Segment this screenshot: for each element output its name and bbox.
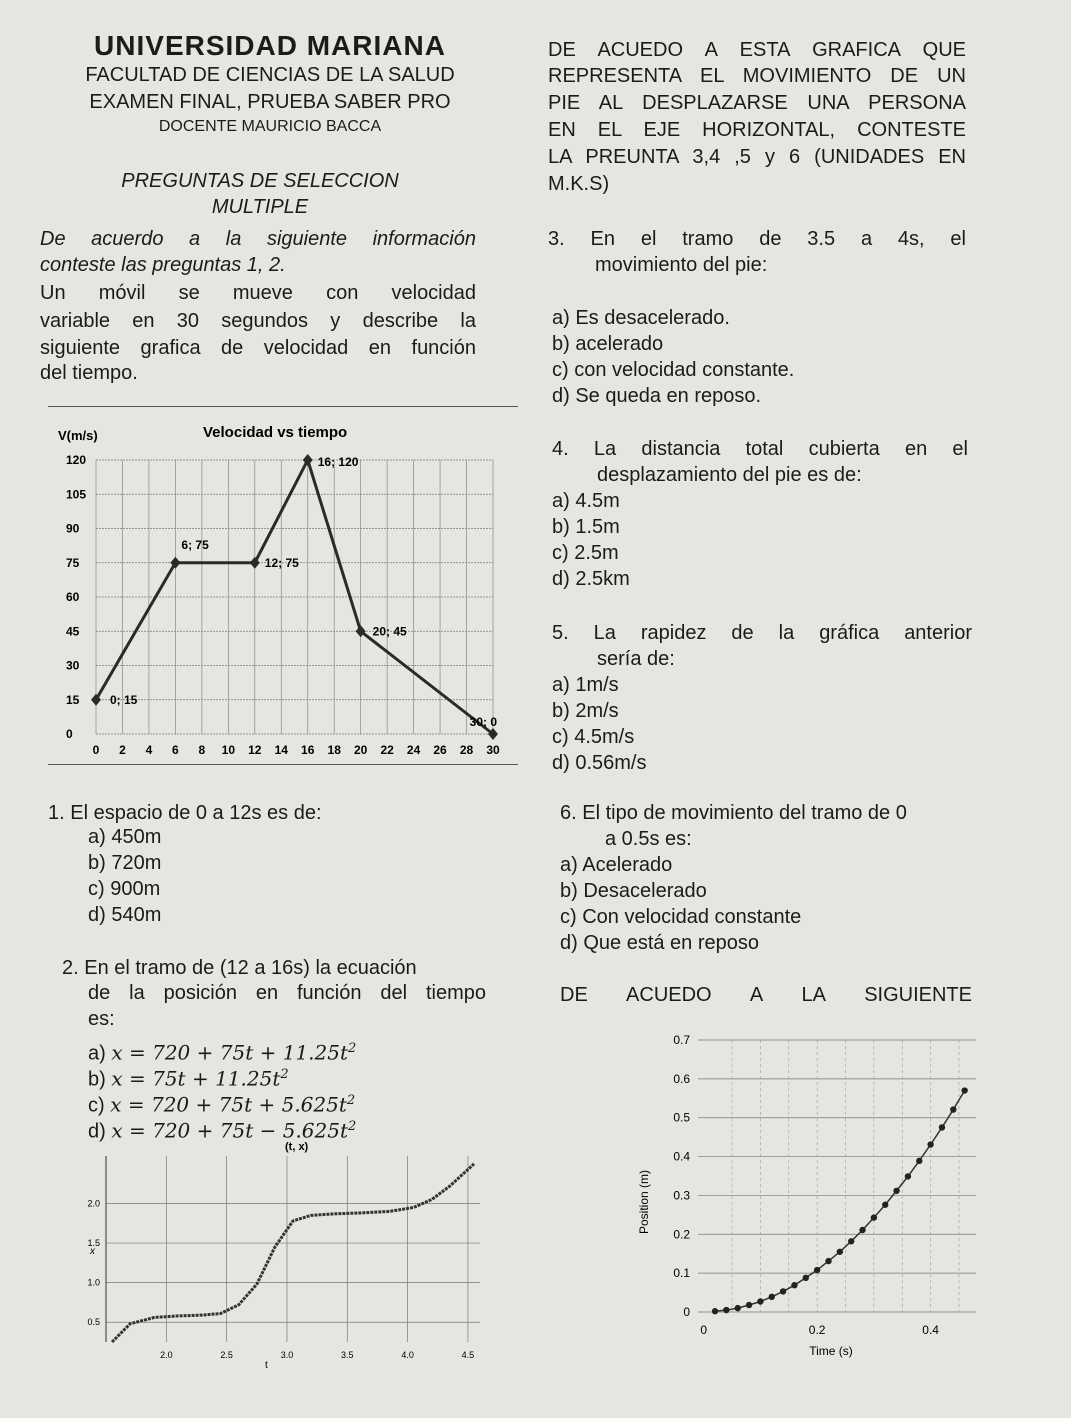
q4-option-a[interactable]: a) 4.5m xyxy=(552,490,620,512)
chart2-xtick-label: 3.0 xyxy=(280,1350,294,1360)
chart3-data-point xyxy=(905,1173,911,1179)
section-title-2: MULTIPLE xyxy=(211,196,309,218)
context-line-1: Un móvil se mueve con velocidad xyxy=(40,282,476,304)
chart1-point-labels xyxy=(110,455,497,729)
q3-option-c[interactable]: c) con velocidad constante. xyxy=(552,359,795,381)
divider-top xyxy=(48,406,518,407)
chart3-data-point xyxy=(746,1302,752,1308)
chart1-point-label: 16; 120 xyxy=(317,455,359,469)
chart1-ytick-label: 45 xyxy=(66,624,80,639)
chart2-xtick-label: 4.0 xyxy=(401,1350,414,1360)
chart3-data-point xyxy=(723,1307,729,1313)
chart1-ytick-label: 75 xyxy=(66,555,80,570)
right-intro-1: DE ACUEDO A ESTA GRAFICA QUE xyxy=(548,39,966,61)
q5-line-2: sería de: xyxy=(597,648,675,670)
chart3-data-point xyxy=(916,1158,922,1164)
chart2-xtick-label: 2.0 xyxy=(160,1350,173,1360)
chart3-ytick-label: 0.7 xyxy=(673,1033,690,1047)
q2-line-1: 2. En el tramo de (12 a 16s) la ecuación xyxy=(62,957,417,979)
chart3-data-point xyxy=(950,1106,956,1112)
chart3-ytick-label: 0 xyxy=(683,1305,690,1319)
context-line-3: siguiente grafica de velocidad en función xyxy=(40,337,476,359)
chart3-data-point xyxy=(780,1288,786,1294)
chart2-ytick-label: 2.0 xyxy=(87,1198,100,1209)
chart3-data-point xyxy=(859,1227,865,1233)
chart2-ytick-label: 1.5 xyxy=(87,1238,100,1249)
chart1-xtick-label: 4 xyxy=(145,743,153,757)
chart2-xtick-label: 2.5 xyxy=(220,1350,233,1360)
faculty-line: FACULTAD DE CIENCIAS DE LA SALUD xyxy=(85,64,455,86)
chart3-data-point xyxy=(939,1124,945,1130)
chart3-ytick-label: 0.2 xyxy=(673,1227,690,1242)
q6-option-b[interactable]: b) Desacelerado xyxy=(560,880,707,902)
chart3-data-point xyxy=(735,1305,741,1311)
chart1-xtick-label: 16 xyxy=(301,743,315,757)
q1-option-a[interactable]: a) 450m xyxy=(88,826,162,848)
q5-line-1: 5. La rapidez de la gráfica anterior xyxy=(552,622,972,644)
chart3-trend-line xyxy=(715,1091,965,1312)
q5-option-d[interactable]: d) 0.56m/s xyxy=(552,752,647,774)
q4-option-b[interactable]: b) 1.5m xyxy=(552,516,620,538)
chart1-xtick-label: 0 xyxy=(92,743,100,757)
chart2-ytick-label: 0.5 xyxy=(87,1317,100,1328)
chart3-xlabel: Time (s) xyxy=(809,1344,853,1358)
chart3-data-point xyxy=(927,1141,933,1147)
chart3-data-point xyxy=(961,1087,967,1093)
chart1-ytick-label: 0 xyxy=(66,727,73,741)
chart1-ytick-label: 105 xyxy=(66,487,87,502)
context-line-2: variable en 30 segundos y describe la xyxy=(40,310,476,332)
q1-option-c[interactable]: c) 900m xyxy=(88,878,161,900)
chart2-xlabel: t xyxy=(265,1360,268,1371)
chart1-xtick-label: 6 xyxy=(172,743,179,757)
chart1-xtick-label: 30 xyxy=(486,743,500,757)
section-title: PREGUNTAS DE SELECCION xyxy=(121,170,399,192)
chart1-xtick-label: 18 xyxy=(327,743,341,757)
chart1-ytick-label: 30 xyxy=(66,658,80,673)
q3-option-b[interactable]: b) acelerado xyxy=(552,333,664,355)
q1-option-b[interactable]: b) 720m xyxy=(88,852,162,874)
chart3-xtick-label: 0 xyxy=(700,1323,708,1337)
chart3-data-point xyxy=(791,1282,797,1288)
chart3-ytick-label: 0.4 xyxy=(673,1149,690,1164)
chart2-grid xyxy=(106,1156,480,1342)
chart3-data-point xyxy=(893,1188,899,1194)
chart3-ylabel: Position (m) xyxy=(637,1169,651,1235)
chart3-grid xyxy=(698,1040,976,1312)
q4-line-2: desplazamiento del pie es de: xyxy=(597,464,862,486)
intro-line-2: conteste las preguntas 1, 2. xyxy=(40,254,286,276)
q1-text: 1. El espacio de 0 a 12s es de: xyxy=(48,802,322,824)
chart3-data-point xyxy=(825,1258,831,1264)
chart1-yticks xyxy=(66,453,86,741)
right-footer: DE ACUEDO A LA SIGUIENTE xyxy=(560,984,972,1006)
chart1-xtick-label: 22 xyxy=(380,743,394,757)
chart1-xtick-label: 12 xyxy=(248,743,262,757)
chart1-title: Velocidad vs tiempo xyxy=(203,424,348,441)
q2-option-a[interactable]: a) $x = 720 + 75t + 11.25t^2$ xyxy=(88,1040,357,1065)
context-line-4: del tiempo. xyxy=(40,362,138,384)
divider-bottom xyxy=(48,764,518,765)
chart1-point-label: 0; 15 xyxy=(110,692,138,707)
chart2-xtick-label: 4.5 xyxy=(461,1350,475,1360)
q2-option-c[interactable]: c) $x = 720 + 75t + 5.625t^2$ xyxy=(88,1092,356,1117)
q6-line-1: 6. El tipo de movimiento del tramo de 0 xyxy=(560,802,907,824)
chart3-data-point xyxy=(757,1298,763,1304)
q2-option-b[interactable]: b) $x = 75t + 11.25t^2$ xyxy=(88,1066,289,1091)
chart1-ylabel: V(m/s) xyxy=(58,428,98,443)
chart2-ticks xyxy=(87,1198,474,1360)
chart1-ytick-label: 120 xyxy=(66,453,87,467)
teacher-line: DOCENTE MAURICIO BACCA xyxy=(158,118,382,135)
chart1-xtick-label: 20 xyxy=(353,743,368,757)
chart2-ylabel: x xyxy=(90,1246,95,1257)
q2-line-3: es: xyxy=(88,1008,115,1030)
chart3-data-point xyxy=(803,1275,809,1281)
chart1-point-label: 6; 75 xyxy=(181,537,209,552)
chart1-point-label: 12; 75 xyxy=(264,555,299,570)
chart1-xtick-label: 10 xyxy=(221,743,236,757)
chart1-point-label: 30; 0 xyxy=(469,715,497,729)
right-intro-6: M.K.S) xyxy=(548,173,610,195)
velocity-time-chart xyxy=(48,412,518,772)
chart3-ytick-label: 0.6 xyxy=(673,1071,690,1086)
chart2-xtick-label: 3.5 xyxy=(341,1350,354,1360)
chart3-data-point xyxy=(814,1267,820,1273)
q6-option-a[interactable]: a) Acelerado xyxy=(560,854,673,876)
university-title: UNIVERSIDAD MARIANA xyxy=(94,30,446,61)
right-intro-3: PIE AL DESPLAZARSE UNA PERSONA xyxy=(548,92,966,114)
chart3-data-point xyxy=(769,1294,775,1300)
q3-option-d[interactable]: d) Se queda en reposo. xyxy=(552,385,762,407)
chart3-ytick-label: 0.3 xyxy=(673,1188,690,1203)
chart1-ytick-label: 90 xyxy=(66,521,80,536)
chart1-xtick-label: 26 xyxy=(433,743,447,757)
chart3-xtick-label: 0.2 xyxy=(808,1323,826,1337)
q2-line-2: de la posición en función del tiempo xyxy=(88,982,486,1004)
right-intro-4: EN EL EJE HORIZONTAL, CONTESTE xyxy=(548,119,966,141)
position-scatter-chart xyxy=(636,1022,982,1372)
chart1-ytick-label: 15 xyxy=(66,692,80,707)
chart1-xtick-label: 8 xyxy=(198,743,206,757)
position-time-chart xyxy=(70,1136,490,1376)
right-intro-5: LA PREUNTA 3,4 ,5 y 6 (UNIDADES EN xyxy=(548,146,966,168)
q4-option-c[interactable]: c) 2.5m xyxy=(552,542,619,564)
chart3-ytick-label: 0.1 xyxy=(673,1266,690,1281)
chart3-data-point xyxy=(871,1214,877,1220)
chart1-point-label: 20; 45 xyxy=(372,624,407,639)
chart3-data-point xyxy=(848,1238,854,1244)
chart1-xticks xyxy=(93,743,500,757)
q5-option-c[interactable]: c) 4.5m/s xyxy=(552,726,635,748)
q4-option-d[interactable]: d) 2.5km xyxy=(552,568,630,590)
chart1-xtick-label: 28 xyxy=(459,743,474,757)
chart3-trend xyxy=(715,1091,965,1312)
intro-line-1: De acuerdo a la siguiente información xyxy=(40,228,476,250)
q6-option-d[interactable]: d) Que está en reposo xyxy=(560,932,760,954)
chart1-xtick-label: 24 xyxy=(406,743,421,757)
exam-line: EXAMEN FINAL, PRUEBA SABER PRO xyxy=(89,91,451,113)
chart3-points xyxy=(712,1087,968,1314)
chart3-ytick-label: 0.5 xyxy=(673,1110,690,1125)
q2-option-d[interactable]: d) $x = 720 + 75t - 5.625t^2$ xyxy=(88,1118,357,1143)
q3-line-2: movimiento del pie: xyxy=(595,254,768,276)
chart3-data-point xyxy=(882,1202,888,1208)
chart1-xtick-label: 14 xyxy=(274,743,288,757)
q3-line-1: 3. En el tramo de 3.5 a 4s, el xyxy=(548,228,966,250)
chart3-xtick-label: 0.4 xyxy=(922,1323,939,1337)
q3-option-a[interactable]: a) Es desacelerado. xyxy=(552,307,730,329)
q6-option-c[interactable]: c) Con velocidad constante xyxy=(560,906,802,928)
chart1-ytick-label: 60 xyxy=(66,590,80,604)
chart2-title: (t, x) xyxy=(285,1141,309,1153)
chart1-xtick-label: 2 xyxy=(119,743,126,757)
q4-line-1: 4. La distancia total cubierta en el xyxy=(552,438,968,460)
right-intro-2: REPRESENTA EL MOVIMIENTO DE UN xyxy=(548,65,966,87)
q5-option-b[interactable]: b) 2m/s xyxy=(552,700,619,722)
q6-line-2: a 0.5s es: xyxy=(605,828,692,850)
q5-option-a[interactable]: a) 1m/s xyxy=(552,674,619,696)
chart3-data-point xyxy=(712,1308,718,1314)
q1-option-d[interactable]: d) 540m xyxy=(88,904,162,926)
chart2-ytick-label: 1.0 xyxy=(87,1277,100,1288)
chart3-data-point xyxy=(837,1249,843,1255)
